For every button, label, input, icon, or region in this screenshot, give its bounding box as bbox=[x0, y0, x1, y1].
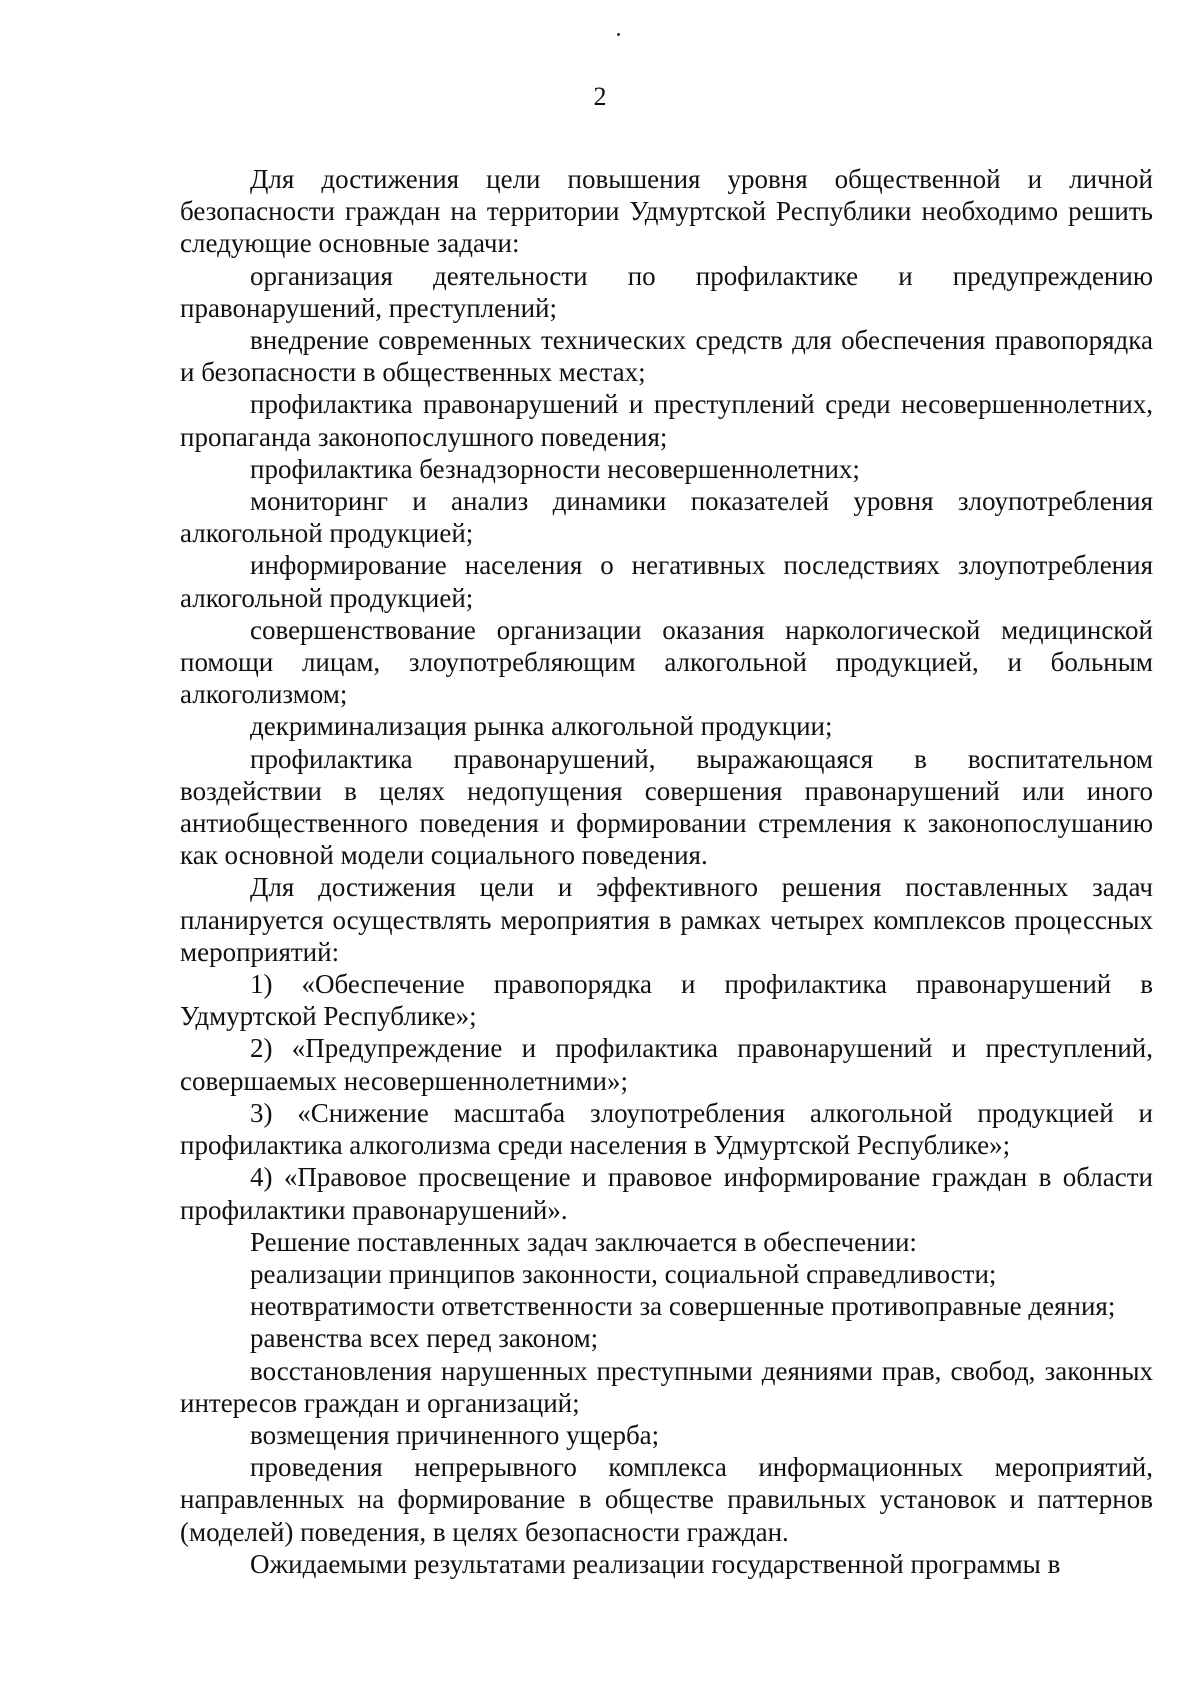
scan-speck bbox=[617, 33, 620, 36]
paragraph: Решение поставленных задач заключается в обеспечении: bbox=[250, 1226, 917, 1257]
paragraph: 3) «Снижение масштаба злоупотребления алкогольной продукцией и профилактика алкоголизма среди населения в Удмуртской Республике»; bbox=[180, 1097, 1153, 1161]
paragraph: профилактика безнадзорности несовершеннолетних; bbox=[250, 453, 860, 484]
paragraph: внедрение современных технических средств для обеспечения правопорядка и безопасности в общественных местах; bbox=[180, 325, 1153, 388]
paragraph: Для достижения цели и эффективного решения поставленных задач планируется осуществлять мероприятия в рамках четырех комплексов процессных мероприятий: bbox=[180, 872, 1153, 967]
paragraph: 2) «Предупреждение и профилактика правонарушений и преступлений, совершаемых несовершеннолетними»; bbox=[180, 1033, 1153, 1096]
paragraph: профилактика правонарушений и преступлений среди несовершеннолетних, пропаганда законопослушного поведения; bbox=[180, 389, 1153, 452]
paragraph: возмещения причиненного ущерба; bbox=[250, 1419, 660, 1450]
body-text bbox=[180, 163, 1153, 1580]
paragraph: информирование населения о негативных последствиях злоупотребления алкогольной продукцией; bbox=[180, 550, 1153, 613]
paragraph: совершенствование организации оказания наркологической медицинской помощи лицам, злоупотребляющим алкогольной продукцией, и больным алкоголизмом; bbox=[180, 614, 1153, 710]
paragraph: равенства всех перед законом; bbox=[250, 1323, 599, 1354]
paragraph: профилактика правонарушений, выражающаяся в воспитательном воздействии в целях недопущения совершения правонарушений или иного антиобщественного поведения и формировании стремления к законопослушанию как основной модели социального поведения. bbox=[180, 743, 1153, 871]
page-number: 2 bbox=[593, 82, 607, 111]
paragraph: Ожидаемыми результатами реализации государственной программы в bbox=[250, 1548, 1061, 1579]
paragraph: 1) «Обеспечение правопорядка и профилактика правонарушений в Удмуртской Республике»; bbox=[180, 969, 1153, 1032]
paragraph: восстановления нарушенных преступными деяниями прав, свобод, законных интересов граждан и организаций; bbox=[180, 1355, 1153, 1418]
paragraph: 4) «Правовое просвещение и правовое информирование граждан в области профилактики правонарушений». bbox=[180, 1162, 1153, 1225]
paragraph: мониторинг и анализ динамики показателей уровня злоупотребления алкогольной продукцией; bbox=[180, 486, 1153, 549]
paragraph: реализации принципов законности, социальной справедливости; bbox=[250, 1258, 997, 1289]
paragraph: проведения непрерывного комплекса информационных мероприятий, направленных на формирование в обществе правильных установок и паттернов (моделей) поведения, в целях безопасности граждан. bbox=[180, 1452, 1153, 1547]
paragraph: Для достижения цели повышения уровня общественной и личной безопасности граждан на территории Удмуртской Республики необходимо решить следующие основные задачи: bbox=[180, 164, 1153, 259]
paragraph: неотвратимости ответственности за совершенные противоправные деяния; bbox=[250, 1291, 1116, 1322]
paragraph: декриминализация рынка алкогольной продукции; bbox=[250, 711, 833, 742]
paragraph: организация деятельности по профилактике и предупреждению правонарушений, преступлений; bbox=[180, 260, 1153, 323]
